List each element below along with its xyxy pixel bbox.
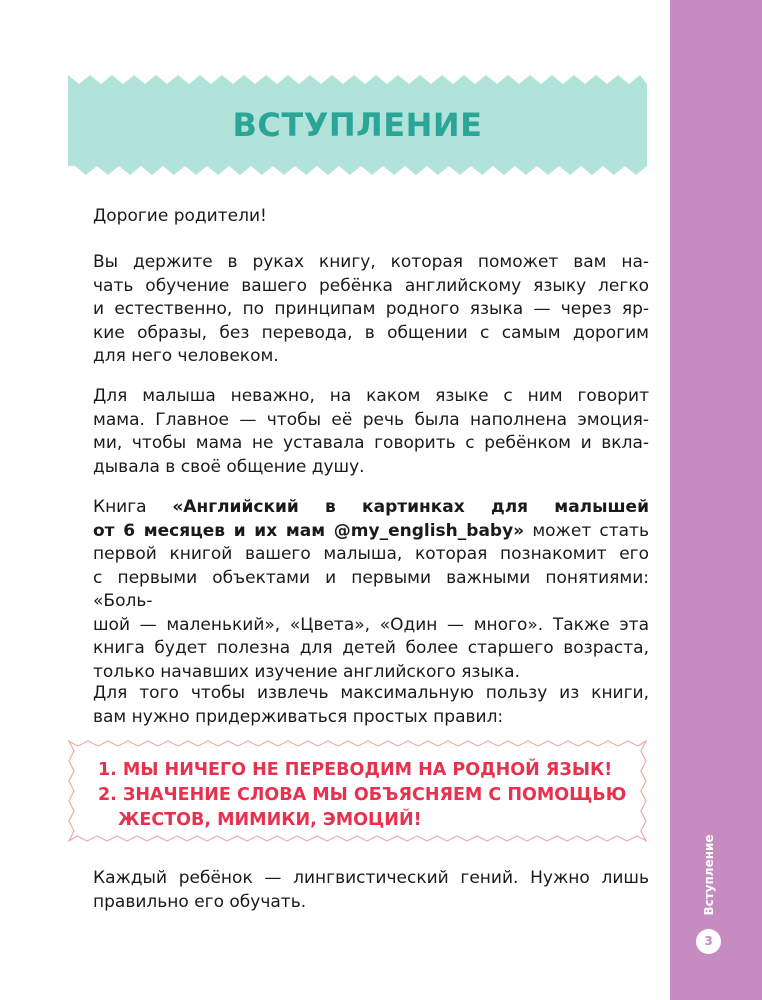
book-after-title: может стать — [524, 520, 649, 541]
book-title-part2: от 6 месяцев и их мам @my_english_baby» — [93, 520, 525, 541]
text-line: правильно его обучать. — [93, 891, 307, 912]
text-line: Вы держите в руках книгу, которая поможет вам на- — [93, 252, 649, 272]
text-line — [93, 496, 649, 520]
rules-box — [68, 740, 647, 842]
paragraph-rules-intro — [93, 682, 649, 729]
greeting-text: Дорогие родители! — [93, 206, 267, 226]
text-line: с первыми объектами и первыми важными понятиями: «Боль- — [93, 567, 649, 611]
paragraph-closing — [93, 867, 649, 914]
title-banner — [68, 75, 647, 175]
text-line: ми, чтобы мама не уставала говорить с ребёнком и вкла- — [93, 433, 649, 453]
text-line: Для того чтобы извлечь максимальную пользу из книги, — [93, 683, 649, 703]
text-line: вам нужно придерживаться простых правил: — [93, 706, 504, 727]
text-line: чать обучение вашего ребёнка английскому языку легко — [93, 275, 649, 296]
paragraph-book — [93, 496, 649, 684]
paragraph-mother — [93, 385, 649, 479]
rules-list — [98, 758, 638, 833]
text-line — [93, 520, 649, 544]
rule-2-continued: ЖЕСТОВ, МИМИКИ, ЭМОЦИЙ! — [118, 810, 422, 830]
text-line: и естественно, по принципам родного языка — через яр- — [93, 299, 649, 319]
side-section-label: Вступление — [702, 834, 716, 916]
greeting — [93, 205, 649, 229]
text-line: для него человеком. — [93, 346, 279, 366]
page-title: ВСТУПЛЕНИЕ — [232, 106, 483, 144]
text-line: кие образы, без перевода, в общении с самым дорогим — [93, 322, 649, 343]
text-line: шой — маленький», «Цвета», «Один — много». Также эта — [93, 614, 649, 635]
text-line: первой книгой вашего малыша, которая познакомит его — [93, 544, 649, 564]
rule-1: 1. МЫ НИЧЕГО НЕ ПЕРЕВОДИМ НА РОДНОЙ ЯЗЫК! — [98, 760, 613, 780]
page-number: 3 — [696, 929, 721, 954]
text-line: дывала в своё общение душу. — [93, 456, 365, 477]
rule-2: 2. ЗНАЧЕНИЕ СЛОВА МЫ ОБЪЯСНЯЕМ С ПОМОЩЬЮ — [98, 785, 627, 805]
side-tab — [670, 0, 762, 1000]
text-line: только начавших изучение английского языка. — [93, 661, 520, 682]
book-title-part1: «Английский в картинках для малышей — [172, 497, 649, 517]
book-prefix: Книга — [93, 497, 173, 517]
text-line: Для малыша неважно, на каком языке с ним говорит — [93, 386, 649, 406]
text-line: книга будет полезна для детей более старшего возраста, — [93, 638, 649, 658]
text-line: Каждый ребёнок — лингвистический гений. Нужно лишь — [93, 868, 649, 888]
text-line: мама. Главное — чтобы её речь была наполнена эмоция- — [93, 409, 649, 430]
paragraph-intro — [93, 251, 649, 369]
